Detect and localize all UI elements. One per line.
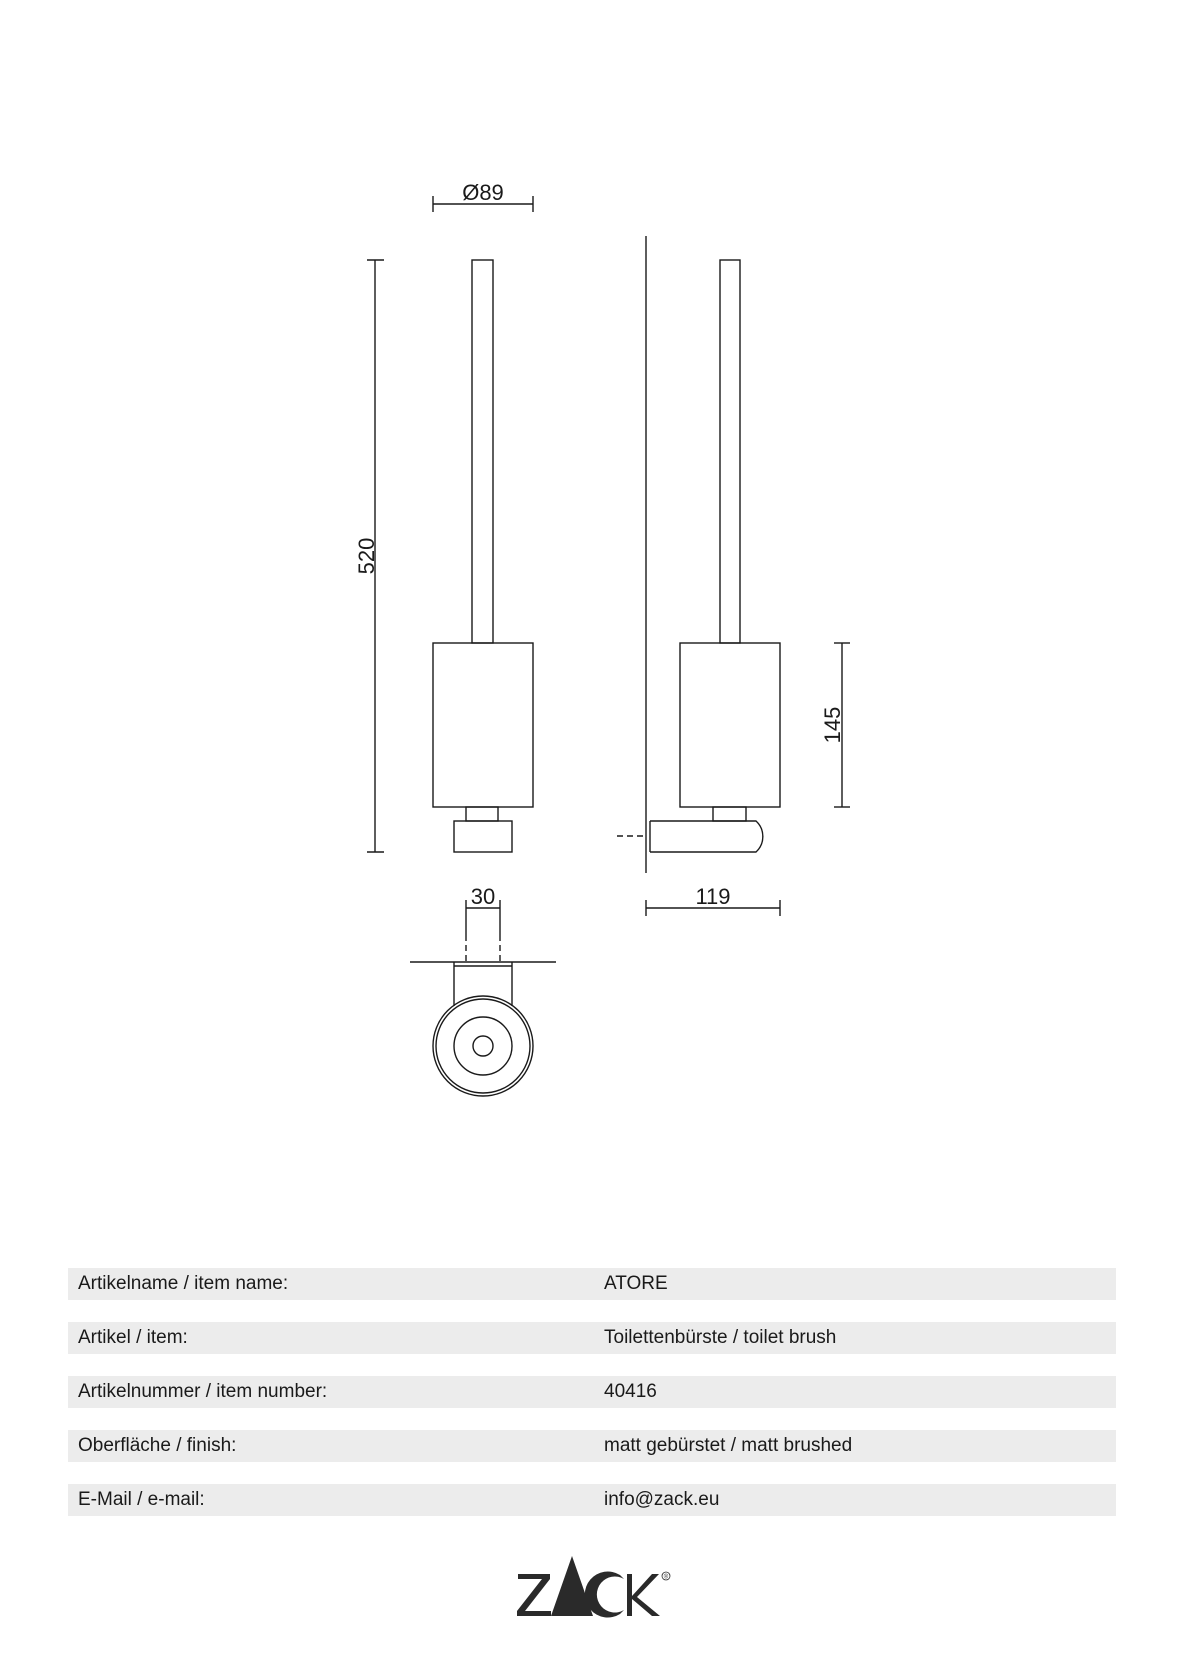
spec-value: Toilettenbürste / toilet brush: [604, 1327, 837, 1348]
spec-value: 40416: [604, 1381, 657, 1402]
dim-height-holder: 145: [820, 706, 845, 744]
spec-label: Artikelnummer / item number:: [78, 1381, 328, 1402]
spec-row-item-name: [68, 1268, 1116, 1300]
front-view: [367, 196, 533, 852]
spec-label: E-Mail / e-mail:: [78, 1489, 205, 1510]
svg-text:®: ®: [663, 1574, 669, 1581]
spec-row-finish: [68, 1430, 1116, 1462]
dim-mount-width: 30: [470, 884, 496, 909]
dim-wall-distance: 119: [695, 884, 731, 909]
spec-label: Artikelname / item name:: [78, 1273, 289, 1294]
spec-table: [68, 1268, 1116, 1538]
top-view: [410, 900, 556, 1096]
spec-row-item: [68, 1322, 1116, 1354]
spec-row-email: [68, 1484, 1116, 1516]
spec-value: ATORE: [604, 1273, 668, 1294]
spec-value: info@zack.eu: [604, 1489, 720, 1510]
spec-label: Oberfläche / finish:: [78, 1435, 237, 1456]
dim-height-total: 520: [354, 537, 379, 575]
spec-row-item-number: [68, 1376, 1116, 1408]
dim-diameter: Ø89: [462, 180, 504, 205]
spec-value: matt gebürstet / matt brushed: [604, 1435, 853, 1456]
spec-label: Artikel / item:: [78, 1327, 188, 1348]
side-view: [617, 236, 850, 916]
zack-logo: [516, 1552, 676, 1622]
